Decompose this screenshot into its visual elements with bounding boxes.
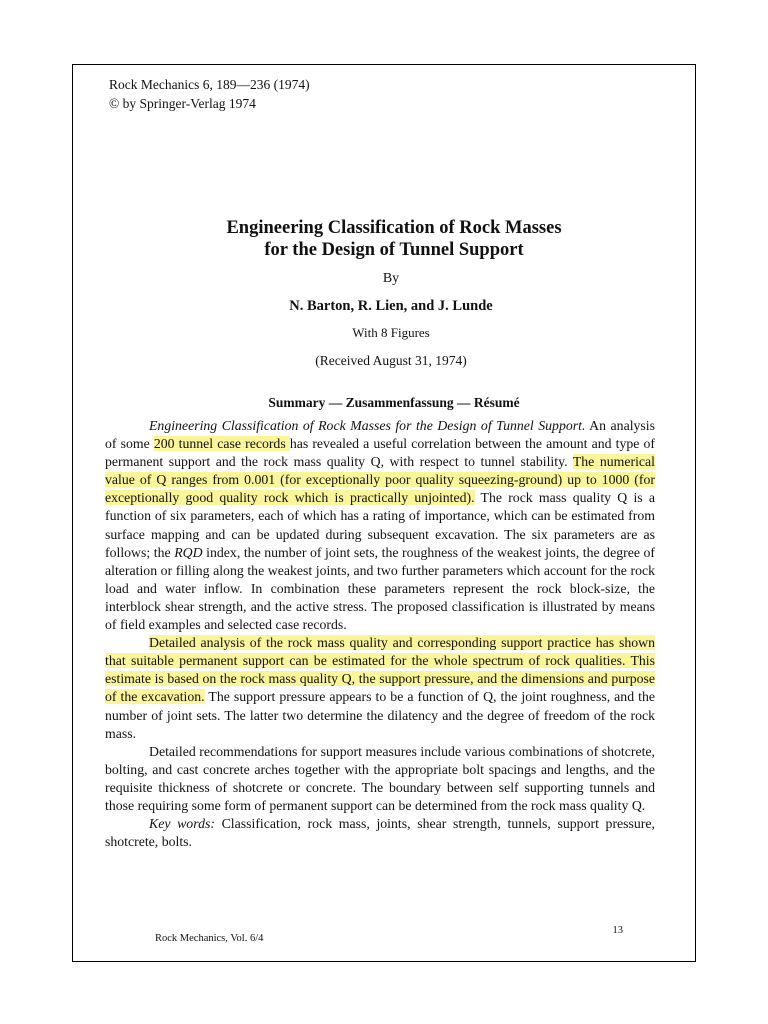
keywords-paragraph [105, 815, 655, 851]
text-span: has revealed a useful correlation between the amount and type of permanent support and the rock mass quality Q, with respect to tunnel stability. [105, 436, 655, 470]
received-date: (Received August 31, 1974) [315, 353, 467, 368]
summary-paragraph-3 [105, 743, 655, 815]
paper-title-line-1: Engineering Classification of Rock Masses [226, 218, 562, 238]
highlighted-text: The numerical value of Q ranges from 0.001 (for exceptionally poor quality squeezing-ground) up to 1000 (for exceptionally good quality rock which is practically unjointed). [105, 454, 655, 506]
summary-heading: Summary — Zusammenfassung — Résumé [268, 395, 520, 410]
title-block [73, 217, 695, 370]
by-label: By [382, 271, 400, 286]
paper-page [72, 64, 696, 962]
journal-citation: Rock Mechanics 6, 189—236 (1974) [109, 77, 310, 92]
text-span: Detailed recommendations for support measures include various combinations of shotcrete, bolting, and cast concrete arches together with the appropriate bolt spacings and lengths, and the requisite thickness of shotcrete or concrete. The boundary between self supporting tunnels and those requiring some form of permanent support can be determined from the rock mass quality Q. [105, 743, 655, 813]
text-span: An analysis of some [105, 418, 655, 452]
keywords-list: Classification, rock mass, joints, shear strength, tunnels, support pressure, shotcrete, bolts. [105, 816, 655, 850]
text-span: index, the number of joint sets, the roughness of the weakest joints, the degree of alteration or filling along the weakest joints, and two further parameters which account for the rock load and water inflow. In combination these parameters represent the rock block-size, the interblock shear strength, and the active stress. The proposed classification is illustrated by means of field examples and selected case records. [105, 544, 656, 633]
keywords-label: Key words: [149, 816, 215, 832]
italic-paper-title: Engineering Classification of Rock Masses for the Design of Tunnel Support. [149, 418, 586, 433]
journal-header [109, 75, 310, 113]
summary-paragraph-1 [105, 417, 655, 634]
footer-journal-volume: Rock Mechanics, Vol. 6/4 [155, 933, 264, 944]
text-span: The support pressure appears to be a function of Q, the joint roughness, and the number of joint sets. The latter two determine the dilatency and the degree of freedom of the rock mass. [105, 689, 655, 741]
text-span: The rock mass quality Q is a function of six parameters, each of which has a rating of importance, which can be estimated from surface mapping and can be updated during subsequent excavation. The six parameters are as follows; the [105, 490, 655, 560]
rqd-term: RQD [174, 544, 203, 560]
highlighted-text: 200 tunnel case records [153, 436, 290, 452]
summary-body [105, 417, 655, 851]
authors: N. Barton, R. Lien, and J. Lunde [289, 298, 493, 314]
copyright-notice: © by Springer-Verlag 1974 [109, 96, 256, 111]
figures-note: With 8 Figures [352, 325, 430, 340]
paper-title-line-2: for the Design of Tunnel Support [264, 240, 524, 260]
page-number: 13 [612, 925, 623, 936]
summary-paragraph-2 [105, 634, 655, 743]
highlighted-text: Detailed analysis of the rock mass quality and corresponding support practice has shown that suitable permanent support can be estimated for the whole spectrum of rock qualities. This estimate is based on the rock mass quality Q, the support pressure, and the dimensions and purpose of the excavation. [105, 635, 655, 705]
